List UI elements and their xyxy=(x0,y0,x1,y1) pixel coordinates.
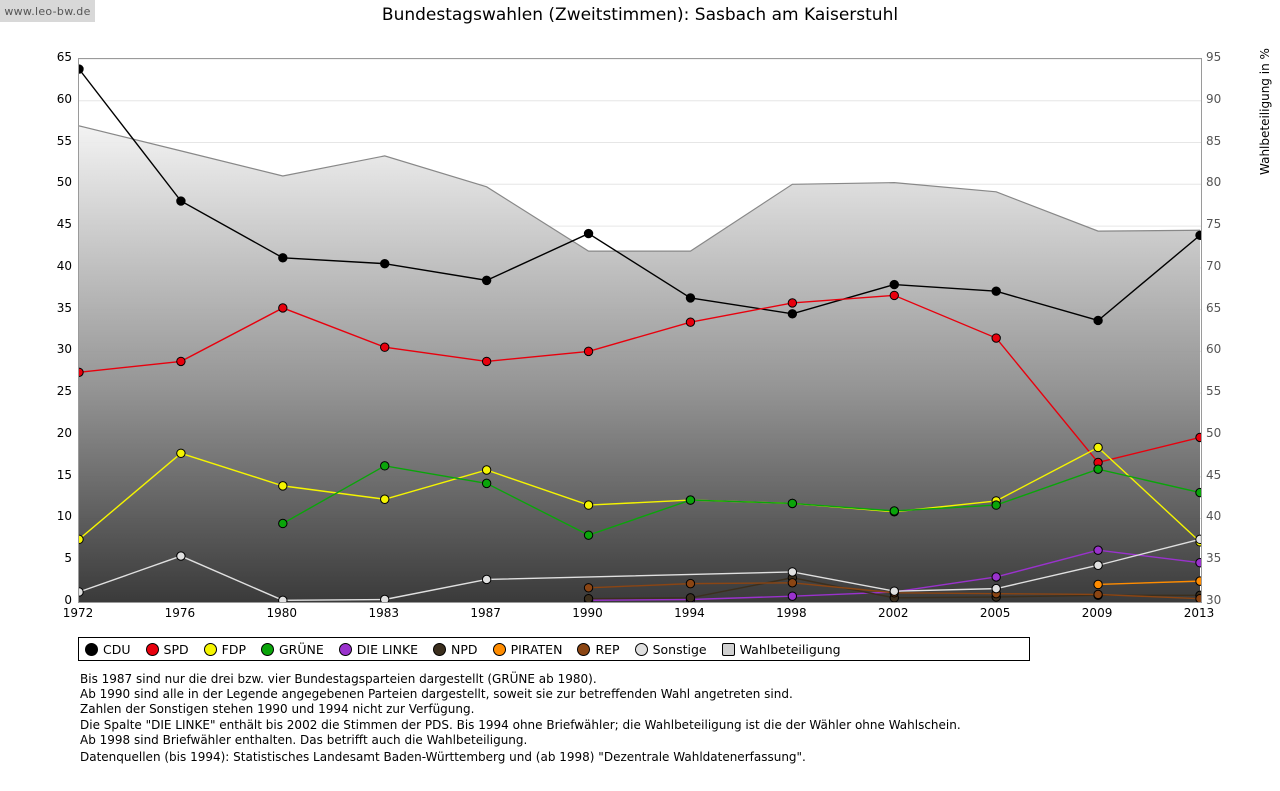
y-tick-left: 65 xyxy=(56,50,72,64)
y-tick-left: 30 xyxy=(56,342,72,357)
y-tick-right: 75 xyxy=(1206,217,1222,232)
chart-notes xyxy=(80,672,961,748)
y-tick-right: 55 xyxy=(1206,384,1222,399)
y-tick-left: 60 xyxy=(56,91,72,106)
legend-label: Sonstige xyxy=(652,641,707,657)
y-tick-right: 30 xyxy=(1206,593,1222,607)
legend-item-piraten[interactable] xyxy=(493,642,563,657)
legend-item-npd[interactable] xyxy=(433,642,478,657)
x-tick: 1998 xyxy=(776,606,807,620)
legend-marker-icon xyxy=(204,643,217,656)
watermark: www.leo-bw.de xyxy=(0,0,95,22)
x-tick: 2005 xyxy=(979,606,1011,620)
y-tick-right: 35 xyxy=(1206,551,1222,566)
legend-label: FDP xyxy=(221,641,246,657)
legend-marker-icon xyxy=(493,643,506,656)
legend-label: SPD xyxy=(163,641,189,657)
legend-marker-icon xyxy=(433,643,446,656)
y-tick-right: 95 xyxy=(1206,50,1222,64)
legend-label: PIRATEN xyxy=(510,641,563,657)
x-tick: 1976 xyxy=(164,606,196,620)
y-tick-left: 45 xyxy=(56,217,72,232)
y-tick-right: 60 xyxy=(1206,342,1222,357)
y-tick-left: 15 xyxy=(56,467,72,482)
y-axis-label-right: Wahlbeteiligung in % xyxy=(1258,48,1272,175)
y-tick-right: 90 xyxy=(1206,91,1222,106)
chart-sources: Datenquellen (bis 1994): Statistisches Landesamt Baden-Württemberg und (ab 1998) "Dezentrale Wahldatenerfassung". xyxy=(80,750,806,764)
x-tick: 1972 xyxy=(62,606,94,620)
y-tick-left: 35 xyxy=(56,300,72,315)
y-tick-left: 55 xyxy=(56,133,72,148)
legend-label: CDU xyxy=(103,641,131,657)
y-tick-right: 70 xyxy=(1206,258,1222,273)
y-tick-right: 40 xyxy=(1206,509,1222,524)
y-tick-right: 65 xyxy=(1206,300,1222,315)
x-tick: 1994 xyxy=(674,606,705,620)
legend-item-spd[interactable] xyxy=(146,642,189,657)
y-tick-left: 10 xyxy=(56,509,72,524)
x-tick: 1990 xyxy=(572,606,603,620)
x-tick: 2002 xyxy=(877,606,909,620)
y-tick-left: 25 xyxy=(56,384,72,399)
y-tick-left: 40 xyxy=(56,258,72,273)
legend-label: NPD xyxy=(451,641,478,657)
y-tick-right: 50 xyxy=(1206,425,1222,440)
legend-label: Wahlbeteiligung xyxy=(739,641,841,657)
chart-plot-area xyxy=(78,58,1200,601)
y-tick-left: 5 xyxy=(64,551,72,566)
legend-marker-icon xyxy=(261,643,274,656)
legend-item-fdp[interactable] xyxy=(204,642,246,657)
x-tick: 1983 xyxy=(368,606,399,620)
legend-item-rep[interactable] xyxy=(577,642,619,657)
legend-label: REP xyxy=(595,641,620,657)
legend-marker-icon xyxy=(577,643,590,656)
legend-item-die-linke[interactable] xyxy=(339,642,418,657)
x-tick: 1980 xyxy=(266,606,298,620)
legend-item-grüne[interactable] xyxy=(261,642,324,657)
x-tick: 1987 xyxy=(470,606,501,620)
legend-marker-icon xyxy=(146,643,159,656)
legend-item-cdu[interactable] xyxy=(85,642,131,657)
y-tick-left: 50 xyxy=(56,175,72,190)
legend-marker-icon xyxy=(339,643,352,656)
chart-svg xyxy=(79,59,1201,602)
note-line: Zahlen der Sonstigen stehen 1990 und 1994 nicht zur Verfügung. xyxy=(80,702,475,717)
legend-label: GRÜNE xyxy=(278,641,324,657)
legend-marker-icon xyxy=(635,643,648,656)
legend-marker-icon xyxy=(722,643,735,656)
y-tick-left: 0 xyxy=(64,593,72,607)
note-line: Die Spalte "DIE LINKE" enthält bis 2002 die Stimmen der PDS. Bis 1994 ohne Briefwähler; die Wahlbeteiligung ist die der Wähler ohne Wahlschein. xyxy=(80,717,961,732)
chart-legend xyxy=(78,637,1030,661)
y-tick-right: 80 xyxy=(1206,175,1222,190)
legend-item-sonstige[interactable] xyxy=(635,642,707,657)
legend-marker-icon xyxy=(85,643,98,656)
note-line: Ab 1998 sind Briefwähler enthalten. Das betrifft auch die Wahlbeteiligung. xyxy=(80,732,528,747)
y-tick-left: 20 xyxy=(56,425,72,440)
x-tick: 2009 xyxy=(1081,606,1113,620)
x-tick: 2013 xyxy=(1183,606,1215,620)
legend-item-wahlbeteiligung[interactable] xyxy=(722,642,841,657)
note-line: Ab 1990 sind alle in der Legende angegebenen Parteien dargestellt, soweit sie zur betreffenden Wahl angetreten sind. xyxy=(80,687,793,702)
y-tick-right: 45 xyxy=(1206,467,1222,482)
y-tick-right: 85 xyxy=(1206,133,1222,148)
note-line: Bis 1987 sind nur die drei bzw. vier Bundestagsparteien dargestellt (GRÜNE ab 1980). xyxy=(80,672,597,686)
page-title: Bundestagswahlen (Zweitstimmen): Sasbach am Kaiserstuhl xyxy=(381,5,899,25)
legend-label: DIE LINKE xyxy=(356,641,419,657)
chart-canvas xyxy=(78,58,1202,603)
